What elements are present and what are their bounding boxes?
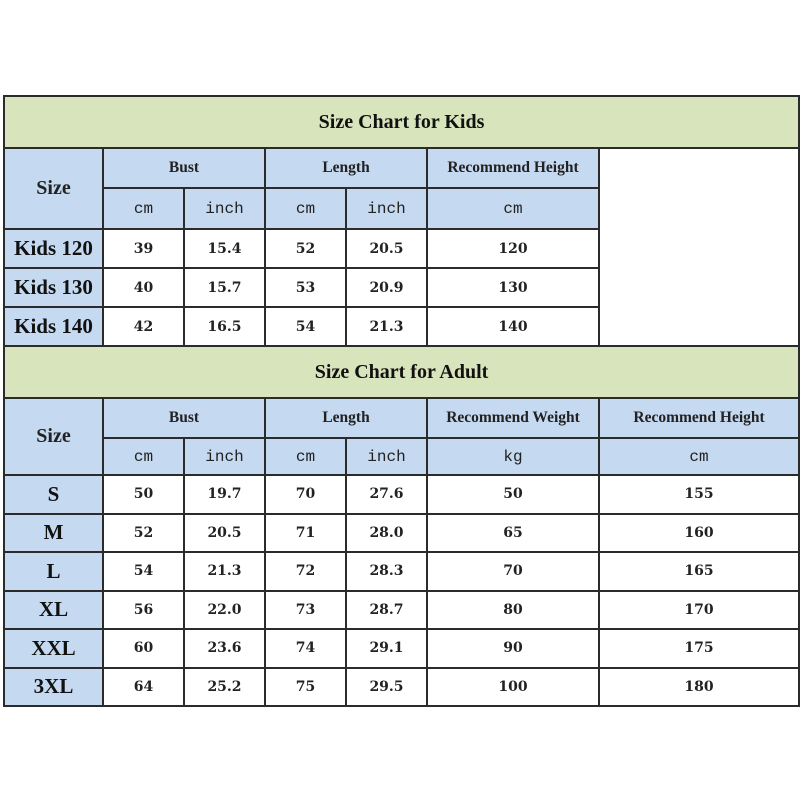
bust-cm-cell: 52 (103, 514, 184, 553)
table-row (4, 475, 799, 514)
adult-unit-height-cm: cm (599, 438, 799, 475)
kids-bust-header: Bust (103, 148, 265, 188)
row-size-label: S (4, 475, 103, 514)
weight-kg-cell: 90 (427, 629, 599, 668)
adult-bust-header: Bust (103, 398, 265, 438)
adult-unit-bust-inch: inch (184, 438, 265, 475)
bust-cm-cell: 40 (103, 268, 184, 307)
table-row (4, 514, 799, 553)
bust-inch-cell: 25.2 (184, 668, 265, 707)
adult-recommend-height-header: Recommend Height (599, 398, 799, 438)
table-row (4, 552, 799, 591)
length-cm-cell: 73 (265, 591, 346, 630)
height-cm-cell: 130 (427, 268, 599, 307)
bust-cm-cell: 54 (103, 552, 184, 591)
length-inch-cell: 29.5 (346, 668, 427, 707)
height-cm-cell: 160 (599, 514, 799, 553)
kids-chart-title: Size Chart for Kids (4, 96, 799, 148)
weight-kg-cell: 80 (427, 591, 599, 630)
bust-inch-cell: 15.7 (184, 268, 265, 307)
length-inch-cell: 21.3 (346, 307, 427, 346)
adult-unit-length-cm: cm (265, 438, 346, 475)
adult-length-header: Length (265, 398, 427, 438)
weight-kg-cell: 100 (427, 668, 599, 707)
kids-unit-bust-inch: inch (184, 188, 265, 229)
bust-inch-cell: 20.5 (184, 514, 265, 553)
adult-unit-bust-cm: cm (103, 438, 184, 475)
length-inch-cell: 28.0 (346, 514, 427, 553)
row-size-label: Kids 120 (4, 229, 103, 268)
row-size-label: Kids 130 (4, 268, 103, 307)
adult-unit-weight-kg: kg (427, 438, 599, 475)
weight-kg-cell: 65 (427, 514, 599, 553)
size-chart-table (3, 95, 800, 707)
length-cm-cell: 54 (265, 307, 346, 346)
length-cm-cell: 53 (265, 268, 346, 307)
bust-cm-cell: 60 (103, 629, 184, 668)
adult-chart-title: Size Chart for Adult (4, 346, 799, 398)
bust-cm-cell: 42 (103, 307, 184, 346)
bust-inch-cell: 19.7 (184, 475, 265, 514)
adult-size-header: Size (4, 398, 103, 475)
kids-recommend-height-header: Recommend Height (427, 148, 599, 188)
height-cm-cell: 170 (599, 591, 799, 630)
bust-inch-cell: 22.0 (184, 591, 265, 630)
kids-unit-bust-cm: cm (103, 188, 184, 229)
kids-unit-length-cm: cm (265, 188, 346, 229)
length-inch-cell: 27.6 (346, 475, 427, 514)
bust-cm-cell: 64 (103, 668, 184, 707)
length-cm-cell: 74 (265, 629, 346, 668)
height-cm-cell: 155 (599, 475, 799, 514)
length-inch-cell: 20.9 (346, 268, 427, 307)
length-inch-cell: 28.3 (346, 552, 427, 591)
row-size-label: L (4, 552, 103, 591)
row-size-label: Kids 140 (4, 307, 103, 346)
adult-recommend-weight-header: Recommend Weight (427, 398, 599, 438)
bust-cm-cell: 56 (103, 591, 184, 630)
length-cm-cell: 75 (265, 668, 346, 707)
bust-inch-cell: 23.6 (184, 629, 265, 668)
height-cm-cell: 120 (427, 229, 599, 268)
length-inch-cell: 29.1 (346, 629, 427, 668)
length-inch-cell: 28.7 (346, 591, 427, 630)
height-cm-cell: 175 (599, 629, 799, 668)
length-cm-cell: 72 (265, 552, 346, 591)
row-size-label: XL (4, 591, 103, 630)
kids-blank-area (599, 148, 799, 346)
kids-size-header: Size (4, 148, 103, 229)
table-row (4, 668, 799, 707)
length-inch-cell: 20.5 (346, 229, 427, 268)
bust-inch-cell: 15.4 (184, 229, 265, 268)
length-cm-cell: 71 (265, 514, 346, 553)
bust-inch-cell: 16.5 (184, 307, 265, 346)
table-row (4, 629, 799, 668)
bust-cm-cell: 39 (103, 229, 184, 268)
height-cm-cell: 180 (599, 668, 799, 707)
adult-unit-length-inch: inch (346, 438, 427, 475)
height-cm-cell: 140 (427, 307, 599, 346)
row-size-label: 3XL (4, 668, 103, 707)
kids-unit-length-inch: inch (346, 188, 427, 229)
weight-kg-cell: 50 (427, 475, 599, 514)
bust-inch-cell: 21.3 (184, 552, 265, 591)
row-size-label: M (4, 514, 103, 553)
kids-length-header: Length (265, 148, 427, 188)
height-cm-cell: 165 (599, 552, 799, 591)
bust-cm-cell: 50 (103, 475, 184, 514)
table-row (4, 591, 799, 630)
row-size-label: XXL (4, 629, 103, 668)
length-cm-cell: 52 (265, 229, 346, 268)
weight-kg-cell: 70 (427, 552, 599, 591)
length-cm-cell: 70 (265, 475, 346, 514)
kids-unit-height-cm: cm (427, 188, 599, 229)
